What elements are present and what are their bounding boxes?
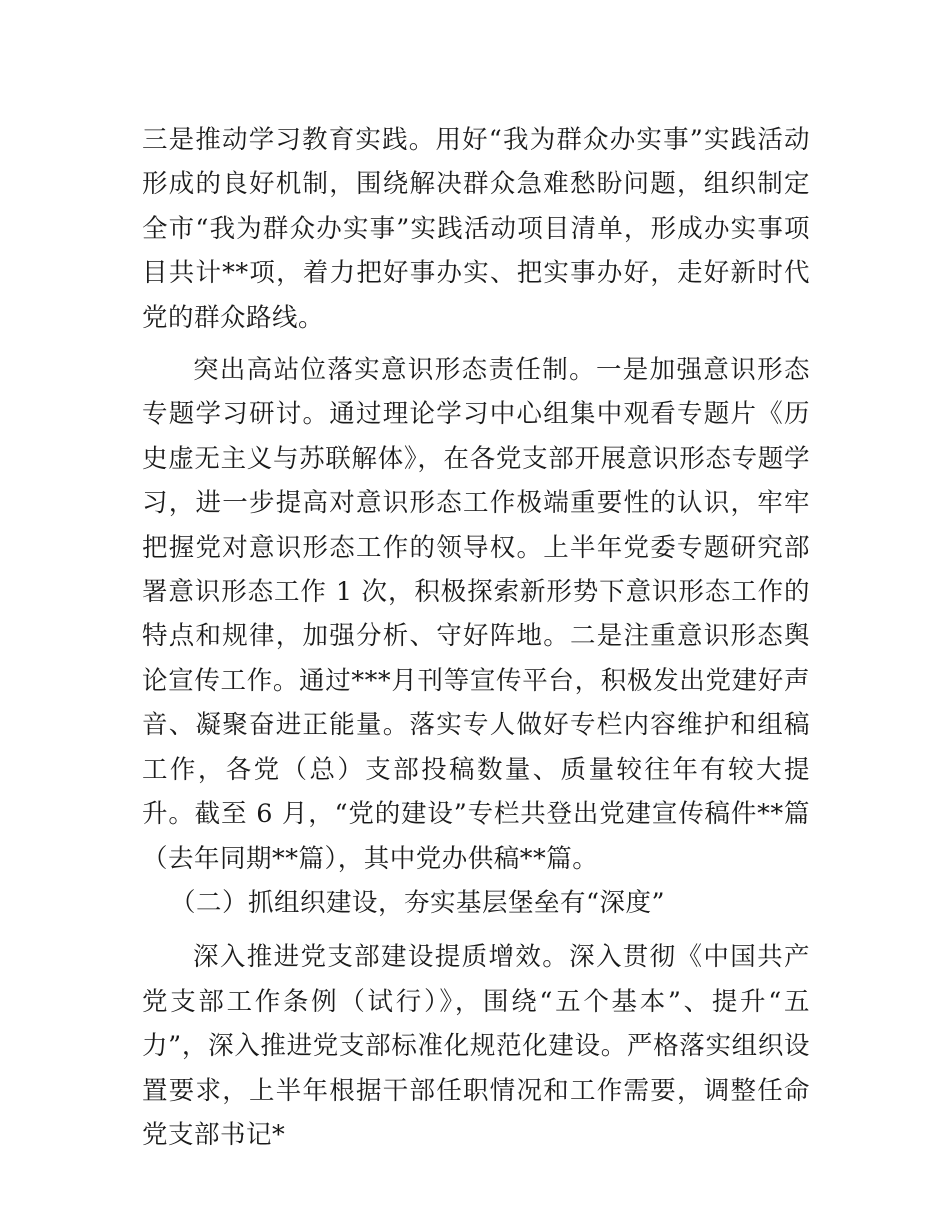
section-heading-organization: （二）抓组织建设，夯实基层堡垒有“深度” (170, 887, 666, 918)
paragraph-ideology-responsibility: 突出高站位落实意识形态责任制。一是加强意识形态专题学习研讨。通过理论学习中心组集中观看专题片《历史虚无主义与苏联解体》，在各党支部开展意识形态专题学习，进一步提高对意识形态工作极端重要性的认识，牢牢把握党对意识形态工作的领导权。上半年党委专题研究部署意识形态工作 1 次，积极探索新形势下意识形态工作的特点和规律，加强分析、守好阵地。二是注重意识形态舆论宣传工作。通过***月刊等宣传平台，积极发出党建好声音、凝聚奋进正能量。落实专人做好专栏内容维护和组稿工作，各党（总）支部投稿数量、质量较往年有较大提升。截至 6 月，“党的建设”专栏共登出党建宣传稿件**篇（去年同期**篇），其中党办供稿**篇。 (142, 355, 810, 874)
document-body (142, 118, 810, 1157)
paragraph-branch-construction: 深入推进党支部建设提质增效。深入贯彻《中国共产党支部工作条例（试行）》，围绕“五个基本”、提升“五力”，深入推进党支部标准化规范化建设。严格落实组织设置要求，上半年根据干部任职情况和工作需要，调整任命党支部书记* (142, 942, 810, 1150)
paragraph-learning-practice: 三是推动学习教育实践。用好“我为群众办实事”实践活动形成的良好机制，围绕解决群众急难愁盼问题，组织制定全市“我为群众办实事”实践活动项目清单，形成办实事项目共计**项，着力把好事办实、把实事办好，走好新时代党的群众路线。 (142, 125, 810, 333)
